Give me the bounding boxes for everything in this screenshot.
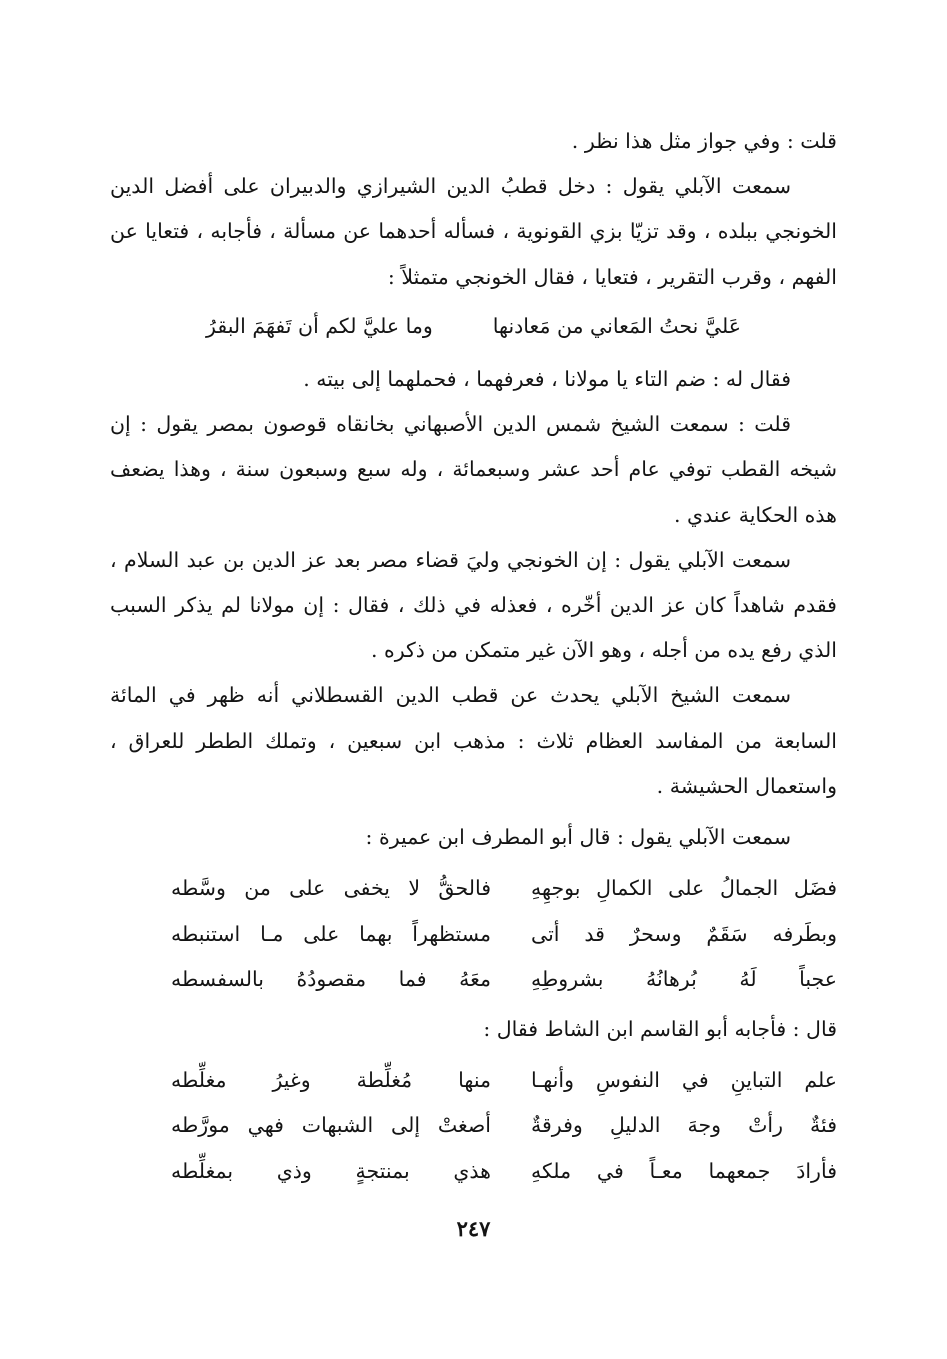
poem-2 (110, 1058, 837, 1195)
hemistich-first: وبطَرفه سَقَمٌ وسحرٌ قد أتى (531, 921, 837, 946)
page-number: ٢٤٧ (456, 1216, 491, 1241)
poem-2-intro: قال : فأجابه أبو القاسم ابن الشاط فقال : (483, 1016, 837, 1041)
paragraph-6: سمعت الشيخ الآبلي يحدث عن قطب الدين القسطلاني أنه ظهر في المائة السابعة من المفاسد العظام ثلاث : مذهب ابن سبعين ، وتملك الططر للعراق ، واستعمال الحشيشة . (110, 683, 837, 798)
hemistich-first: فئةٌ رأتْ وجهَ الدليلِ وفرقةٌ (531, 1113, 837, 1138)
hemistich-second: أصغتْ إلى الشبهات فهي مورَّطه (171, 1113, 491, 1138)
hemistich-first: فأرادَ جمعهما معـاً في ملكهِ (531, 1158, 837, 1183)
paragraph-2: سمعت الآبلي يقول : دخل قطبُ الدين الشيرازي والدبيران على أفضل الدين الخونجي ببلده ، وقد تزيّا بزي القونوية ، فسأله أحدهما عن مسألة ، فأجابه ، فتعايا عن الفهم ، وقرب التقرير ، فتعايا ، فقال الخونجي متمثلاً : (110, 174, 837, 289)
poem-2-verse (110, 1103, 837, 1149)
hemistich-second: معَهُ فما مقصودُهُ بالسفسطه (171, 967, 491, 992)
hemistich-second: هذي بمنتجةٍ وذي بمغلِّطه (171, 1158, 491, 1183)
hemistich-first: عجباً لَهُ بُرهانُهُ بشروطِهِ (531, 967, 837, 992)
verse-1-second-hemistich: وما عليَّ لكم أن تَفهَمَ البقرُ (206, 313, 433, 338)
hemistich-second: فالحقُّ لا يخفى على من وسَّطه (171, 876, 491, 901)
poem-1 (110, 866, 837, 1003)
hemistich-first: فضَل الجمالُ على الكمالِ بوجهِهِ (531, 876, 837, 901)
poem-2-verse (110, 1149, 837, 1195)
hemistich-second: مستظهراً بهما على مـا استنبطه (171, 921, 491, 946)
paragraph-3: فقال له : ضم التاء يا مولانا ، فعرفهما ، فحملهما إلى بيته . (303, 367, 791, 392)
poem-2-verse (110, 1058, 837, 1104)
paragraph-4: قلت : سمعت الشيخ شمس الدين الأصبهاني بخانقاه قوصون بمصر يقول : إن شيخه القطب توفي عام أحد عشر وسبعمائة ، وله سبع وسبعون سنة ، وهذا يضعف هذه الحكاية عندي . (110, 412, 837, 527)
hemistich-first: علم التباينِ في النفوسِ وأنهـا (531, 1067, 837, 1092)
poem-1-verse (110, 957, 837, 1003)
paragraph-5: سمعت الآبلي يقول : إن الخونجي وليَ قضاء مصر بعد عز الدين بن عبد السلام ، فقدم شاهداً كان عز الدين أخّره ، فعذله في ذلك ، فقال : إن مولانا لم يذكر السبب الذي رفع يده من أجله ، وهو الآن غير متمكن من ذكره . (110, 547, 837, 663)
verse-1-first-hemistich: عَليَّ نحتُ المَعاني من مَعادنها (492, 313, 741, 338)
poem-1-verse (110, 866, 837, 912)
paragraph-1: قلت : وفي جواز مثل هذا نظر . (571, 129, 837, 153)
poem-1-verse (110, 912, 837, 958)
hemistich-second: منها مُغلِّطة وغيرُ مغلِّطه (171, 1067, 491, 1092)
poem-1-intro: سمعت الآبلي يقول : قال أبو المطرف ابن عميرة : (365, 825, 791, 850)
verse-1 (110, 304, 837, 349)
